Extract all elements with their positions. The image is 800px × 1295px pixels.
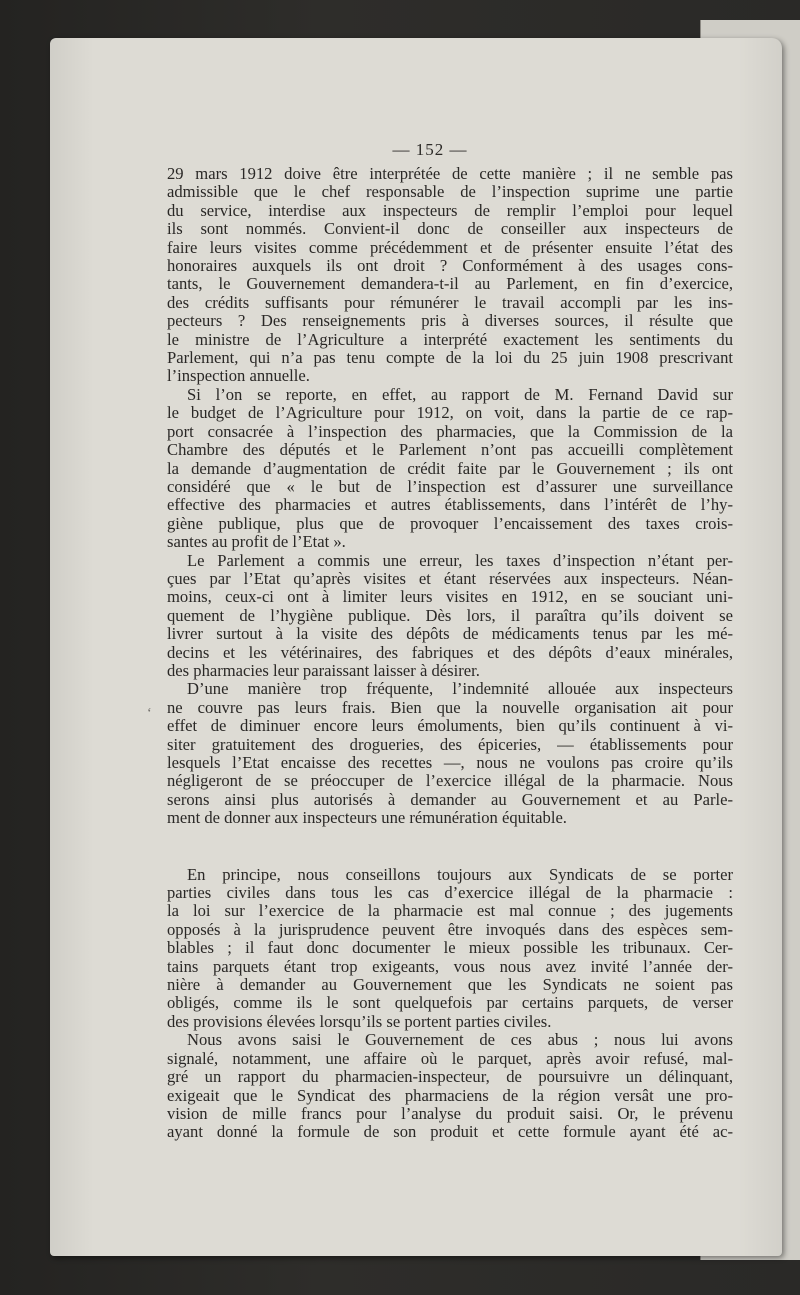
- text-line: Si l’on se reporte, en effet, au rapport de M. Fernand David sur: [187, 385, 733, 404]
- text-line: Le Parlement a commis une erreur, les taxes d’inspection n’étant per-: [187, 551, 733, 570]
- text-line: D’une manière trop fréquente, l’indemnité allouée aux inspecteurs: [187, 680, 733, 699]
- paragraph: [167, 552, 733, 681]
- section-after-gap: [167, 866, 733, 1142]
- text-line: signalé, notamment, une affaire où le parquet, après avoir refusé, mal-: [167, 1049, 733, 1068]
- text-line: tains parquets étant trop exigeants, vous nous avez invité l’année der-: [167, 957, 733, 976]
- paragraph: [167, 386, 733, 552]
- text-line: ils sont nommés. Convient-il donc de conseiller aux inspecteurs de: [167, 220, 733, 239]
- text-line: des provisions élevées lorsqu’ils se portent parties civiles.: [167, 1012, 552, 1031]
- text-line: siter gratuitement des drogueries, des épiceries, — établissements pour: [167, 735, 733, 754]
- section-break: [167, 828, 733, 866]
- paragraph: [167, 866, 733, 1032]
- text-line: du service, interdise aux inspecteurs de remplir l’emploi pour lequel: [167, 201, 733, 220]
- text-line: port consacrée à l’inspection des pharmacies, que la Commission de la: [167, 422, 733, 441]
- text-line: santes au profit de l’Etat ».: [167, 533, 346, 552]
- text-line: çues par l’Etat qu’après visites et étant réservées aux inspecteurs. Néan-: [167, 569, 733, 588]
- section-before-gap: [167, 165, 733, 828]
- text-line: admissible que le chef responsable de l’inspection suprime une partie: [167, 183, 733, 202]
- text-line: decins et les vétérinaires, des fabriques et des dépôts d’eaux minérales,: [167, 643, 733, 662]
- text-line: giène publique, plus que de provoquer l’encaissement des taxes crois-: [167, 514, 733, 533]
- text-line: Parlement, qui n’a pas tenu compte de la loi du 25 juin 1908 prescrivant: [167, 349, 733, 368]
- text-line: honoraires auxquels ils ont droit ? Conformément à des usages cons-: [167, 257, 733, 276]
- text-line: le budget de l’Agriculture pour 1912, on voit, dans la partie de ce rap-: [167, 404, 733, 423]
- text-line: faire leurs visites comme précédemment et de présenter ensuite l’état des: [167, 238, 733, 257]
- text-line: exigeait que le Syndicat des pharmaciens de la région versât une pro-: [167, 1086, 733, 1105]
- text-line: des pharmacies leur paraissant laisser à désirer.: [167, 661, 480, 680]
- text-line: parties civiles dans tous les cas d’exercice illégal de la pharmacie :: [167, 884, 733, 903]
- text-line: vision de mille francs pour l’analyse du produit saisi. Or, le prévenu: [167, 1104, 733, 1123]
- text-line: tants, le Gouvernement demandera-t-il au Parlement, en fin d’exercice,: [167, 275, 733, 294]
- text-line: moins, ceux-ci ont à limiter leurs visites en 1912, en se souciant uni-: [167, 588, 733, 607]
- text-line: considéré que « le but de l’inspection est d’assurer une surveillance: [167, 477, 733, 496]
- text-line: pecteurs ? Des renseignements pris à diverses sources, il résulte que: [167, 312, 733, 331]
- text-line: ment de donner aux inspecteurs une rémunération équitable.: [167, 809, 567, 828]
- text-line: ne couvre pas leurs frais. Bien que la nouvelle organisation ait pour: [167, 698, 733, 717]
- text-line: des crédits suffisants pour rémunérer le travail accompli par les ins-: [167, 293, 733, 312]
- text-line: Chambre des députés et le Parlement n’ont pas accueilli complètement: [167, 441, 733, 460]
- paragraph: [167, 1031, 733, 1141]
- text-line: nière à demander au Gouvernement que les Syndicats ne soient pas: [167, 976, 733, 995]
- text-line: quement de l’hygiène publique. Dès lors, il paraîtra qu’ils doivent se: [167, 606, 733, 625]
- body-text: [167, 165, 733, 1142]
- text-line: lesquels l’Etat encaisse des recettes —, nous ne voulons pas croire qu’ils: [167, 754, 733, 772]
- text-line: livrer surtout à la visite des dépôts de médicaments tenus par les mé-: [167, 625, 733, 644]
- paragraph: [167, 165, 733, 386]
- margin-mark: ‘: [147, 706, 152, 721]
- text-line: ayant donné la formule de son produit et cette formule ayant été ac-: [167, 1123, 733, 1142]
- text-line: effet de diminuer encore leurs émoluments, bien qu’ils continuent à vi-: [167, 717, 733, 736]
- text-line: gré un rapport du pharmacien-inspecteur, de poursuivre un délinquant,: [167, 1068, 733, 1087]
- text-line: l’inspection annuelle.: [167, 367, 310, 386]
- page-number: — 152 —: [392, 140, 468, 159]
- text-line: En principe, nous conseillons toujours aux Syndicats de se porter: [187, 865, 733, 884]
- text-line: le ministre de l’Agriculture a interprété exactement les sentiments du: [167, 330, 733, 349]
- text-line: effective des pharmacies et autres établissements, dans l’intérêt de l’hy-: [167, 496, 733, 515]
- text-line: négligeront de se préoccuper de l’exercice illégal de la pharmacie. Nous: [167, 772, 733, 791]
- text-line: la demande d’augmentation de crédit faite par le Gouvernement ; ils ont: [167, 459, 733, 478]
- text-line: obligés, comme ils le sont quelquefois par certains parquets, de verser: [167, 994, 733, 1013]
- text-line: blables ; il faut donc documenter le mieux possible les tribunaux. Cer-: [167, 939, 733, 958]
- text-line: opposés à la jurisprudence peuvent être invoqués dans des espèces sem-: [167, 920, 733, 939]
- text-line: la loi sur l’exercice de la pharmacie est mal connue ; des jugements: [167, 902, 733, 921]
- paragraph: [167, 680, 733, 827]
- text-line: Nous avons saisi le Gouvernement de ces abus ; nous lui avons: [187, 1031, 733, 1050]
- text-line: 29 mars 1912 doive être interprétée de cette manière ; il ne semble pas: [167, 165, 733, 183]
- text-line: serons ainsi plus autorisés à demander au Gouvernement et au Parle-: [167, 790, 733, 809]
